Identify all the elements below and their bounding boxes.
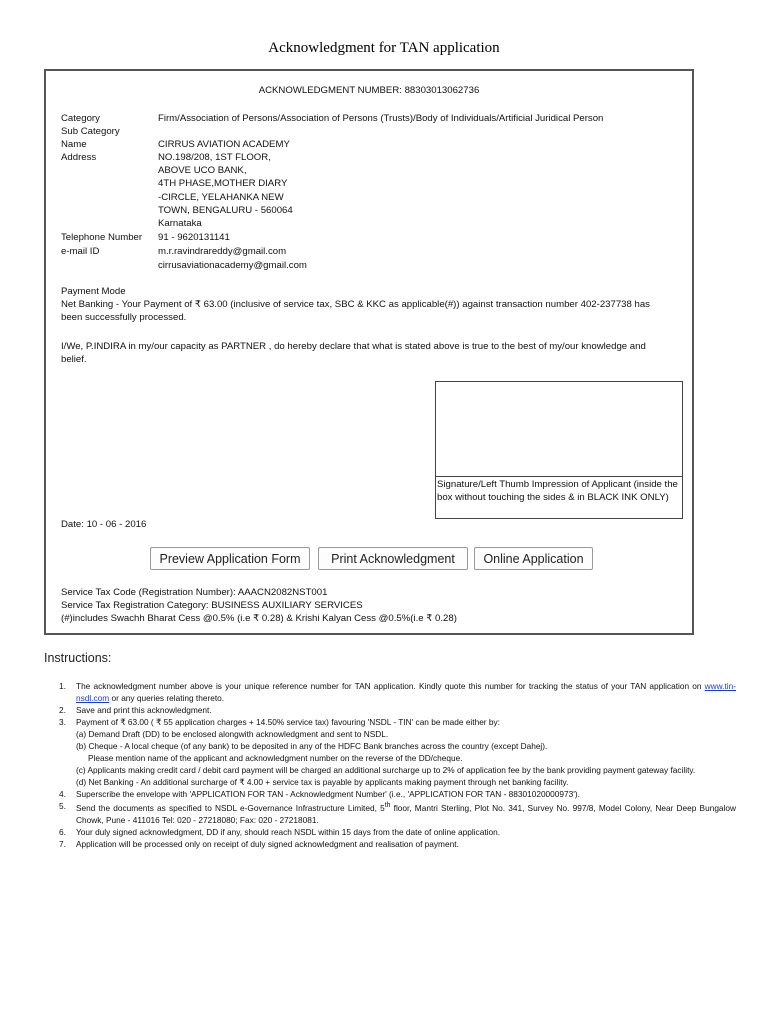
cess-note: (#)includes Swachh Bharat Cess @0.5% (i.e ₹ 0.28) & Krishi Kalyan Cess @0.5%(i.e ₹ 0.28) (61, 613, 457, 624)
list-item: 5. Send the documents as specified to NSDL e-Governance Infrastructure Limited, 5th floor, Mantri Sterling, Plot No. 341, Survey No. 997/8, Model Colony, Near Deep Bungalow Chowk, Pune - 411016 Tel: 020 - 27218080; Fax: 020 - 27218081. (59, 801, 736, 825)
service-tax-category: Service Tax Registration Category: BUSINESS AUXILIARY SERVICES (61, 600, 363, 611)
signature-caption: Signature/Left Thumb Impression of Applicant (inside the box without touching the sides & in BLACK INK ONLY) (436, 476, 682, 506)
name-value: CIRRUS AVIATION ACADEMY (158, 139, 290, 150)
list-item: 7. Application will be processed only on receipt of duly signed acknowledgment and realisation of payment. (59, 838, 459, 849)
name-label: Name (61, 139, 87, 150)
address-line: 4TH PHASE,MOTHER DIARY (158, 178, 288, 189)
email-value: m.r.ravindrareddy@gmail.com (158, 246, 287, 257)
acknowledgment-number: ACKNOWLEDGMENT NUMBER: 88303013062736 (258, 85, 480, 96)
signature-box (435, 381, 683, 519)
address-line: NO.198/208, 1ST FLOOR, (158, 152, 271, 163)
list-item: 6. Your duly signed acknowledgment, DD if any, should reach NSDL within 15 days from the date of online application. (59, 826, 500, 837)
telephone-value: 91 - 9620131141 (158, 232, 230, 243)
service-tax-code: Service Tax Code (Registration Number): AAACN2082NST001 (61, 587, 328, 598)
address-label: Address (61, 152, 97, 163)
payment-mode-label: Payment Mode (61, 286, 126, 297)
date: Date: 10 - 06 - 2016 (61, 519, 147, 530)
print-acknowledgment-button[interactable]: Print Acknowledgment (318, 547, 468, 570)
sub-category-label: Sub Category (61, 126, 120, 137)
telephone-label: Telephone Number (61, 232, 143, 243)
preview-application-form-button[interactable]: Preview Application Form (150, 547, 310, 570)
list-item: 2. Save and print this acknowledgment. (59, 705, 212, 715)
email-label: e-mail ID (61, 246, 100, 257)
address-line: Karnataka (158, 218, 202, 229)
category-label: Category (61, 113, 100, 124)
tin-nsdl-link[interactable]: www.tin-nsdl.com (76, 681, 736, 703)
payment-option-cheque-note: Please mention name of the applicant and acknowledgment number on the reverse of the DD/cheque. (88, 753, 463, 763)
payment-option-cheque: (b) Cheque - A local cheque (of any bank) to be deposited in any of the HDFC Bank branches across the country (except Dahej). (76, 741, 548, 751)
online-application-button[interactable]: Online Application (474, 547, 593, 570)
payment-details: Net Banking - Your Payment of ₹ 63.00 (inclusive of service tax, SBC & KKC as applicable(#)) against transaction number 402-237738 has been successfully processed. (61, 299, 650, 324)
address-line: -CIRCLE, YELAHANKA NEW (158, 192, 284, 203)
list-item: 3. Payment of ₹ 63.00 ( ₹ 55 application charges + 14.50% service tax) favouring 'NSDL - TIN' can be made either by: (a) Demand Draft (DD) to be enclosed alongwith acknowledgment and sent to NSDL. (b) Cheque - A local cheque (of any bank) to be deposited in any of the HDFC Bank branches across the country (except Dahej). Please mention name of the applicant and acknowledgment number on the reverse of the DD/cheque. (c) Applicants making credit card / debit card payment will be charged an additional surcharge up to 2% of application fee by the bank providing payment gateway facility. (d) Net Banking - An additional surcharge of ₹ 4.00 + service tax is payable by applicants making payment through net banking facility. (56, 716, 736, 788)
declaration-text: I/We, P.INDIRA in my/our capacity as PARTNER , do hereby declare that what is stated above is true to the best of my/our knowledge and belief. (61, 341, 646, 366)
address-line: TOWN, BENGALURU - 560064 (158, 205, 293, 216)
instructions-list (56, 680, 736, 850)
category-value: Firm/Association of Persons/Association of Persons (Trusts)/Body of Individuals/Artificial Juridical Person (158, 113, 604, 124)
payment-option-card: (c) Applicants making credit card / debit card payment will be charged an additional surcharge up to 2% of application fee by the bank providing payment gateway facility. (76, 765, 696, 775)
list-item: 4. Superscribe the envelope with 'APPLICATION FOR TAN - Acknowledgment Number' (i.e., 'APPLICATION FOR TAN - 88301020000973'). (59, 789, 580, 799)
instructions-heading: Instructions: (44, 651, 112, 665)
page-title: Acknowledgment for TAN application (268, 40, 500, 56)
payment-option-dd: (a) Demand Draft (DD) to be enclosed alongwith acknowledgment and sent to NSDL. (76, 729, 389, 739)
list-item: 1. The acknowledgment number above is your unique reference number for TAN application. Kindly quote this number for tracking the status of your TAN application on www.tin-nsdl.com or any queries relating thereto. (59, 681, 736, 703)
acknowledgment-box (44, 69, 694, 635)
address-line: ABOVE UCO BANK, (158, 165, 247, 176)
payment-option-netbanking: (d) Net Banking - An additional surcharge of ₹ 4.00 + service tax is payable by applicants making payment through net banking facility. (76, 777, 569, 787)
email-value: cirrusaviationacademy@gmail.com (158, 260, 307, 271)
